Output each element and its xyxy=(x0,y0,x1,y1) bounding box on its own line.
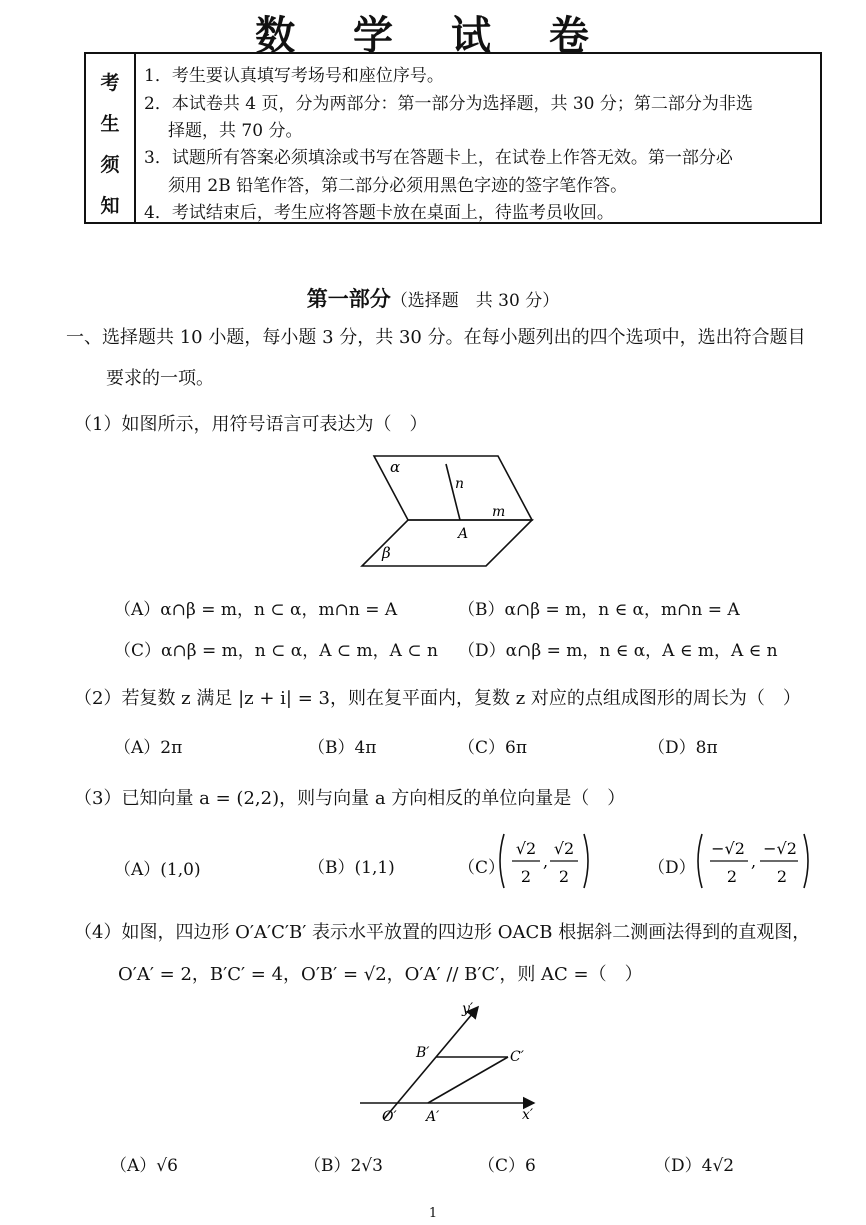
label-y: y′ xyxy=(462,1001,474,1017)
notice-line: 1．考生要认真填写考场号和座位序号。 xyxy=(144,66,444,86)
question-3-option-d-expression xyxy=(694,830,812,892)
question-4-figure xyxy=(356,995,546,1130)
page-number: 1 xyxy=(428,1206,438,1221)
notice-line: 2．本试卷共 4 页，分为两部分：第一部分为选择题，共 30 分；第二部分为非选 xyxy=(144,94,753,114)
label-C: C′ xyxy=(510,1049,524,1065)
frac-numerator: √2 xyxy=(515,839,537,858)
frac-denominator: 2 xyxy=(558,867,570,886)
section-title-main: 第一部分 xyxy=(306,286,391,311)
notice-box xyxy=(84,52,822,224)
line-n xyxy=(446,464,460,520)
question-4-option-d: （D）4√2 xyxy=(654,1156,735,1176)
question-4-option-c: （C）6 xyxy=(478,1156,536,1176)
notice-heading-char: 须 xyxy=(100,154,120,176)
notice-line: 须用 2B 铅笔作答，第二部分必须用黑色字迹的签字笔作答。 xyxy=(168,176,628,196)
label-alpha: α xyxy=(390,458,401,476)
frac-numerator: √2 xyxy=(553,839,575,858)
question-3-option-c-expression xyxy=(496,830,592,892)
question-3-option-a: （A）(1,0) xyxy=(114,860,201,880)
notice-line: 4．考试结束后，考生应将答题卡放在桌面上，待监考员收回。 xyxy=(144,203,614,223)
right-paren xyxy=(584,834,588,888)
exam-title: 数 学 试 卷 xyxy=(255,12,611,59)
y-axis xyxy=(384,1007,478,1119)
frac-denominator: 2 xyxy=(520,867,532,886)
frac-denominator: 2 xyxy=(776,867,788,886)
question-4-condition: O′A′ = 2，B′C′ = 4，O′B′ = √2，O′A′ // B′C′，则 AC =（ ） xyxy=(118,964,643,985)
section-title xyxy=(0,283,866,313)
right-paren xyxy=(804,834,808,888)
left-paren xyxy=(500,834,504,888)
question-2-option-d: （D）8π xyxy=(648,738,718,758)
notice-heading-char: 生 xyxy=(100,113,120,135)
question-2-option-a: （A）2π xyxy=(114,738,183,758)
question-1-option-b: （B）α∩β = m，n ∈ α，m∩n = A xyxy=(458,600,740,620)
label-A: A xyxy=(458,526,469,542)
section-subtitle: （选择题 共 30 分） xyxy=(390,291,560,311)
question-2-option-b: （B）4π xyxy=(308,738,377,758)
question-4-option-b: （B）2√3 xyxy=(304,1156,383,1176)
label-n: n xyxy=(455,476,465,492)
frac-numerator: −√2 xyxy=(711,839,745,858)
question-1-stem: （1）如图所示，用符号语言可表达为（ ） xyxy=(74,414,428,435)
label-x: x′ xyxy=(522,1107,534,1123)
label-beta: β xyxy=(382,544,391,562)
segment-A-C xyxy=(428,1057,508,1103)
question-3-option-c-label: （C） xyxy=(458,858,506,878)
instructions-line: 一、选择题共 10 小题，每小题 3 分，共 30 分。在每小题列出的四个选项中，选出符合题目 xyxy=(66,327,806,348)
question-3-option-b: （B）(1,1) xyxy=(308,858,395,878)
comma: , xyxy=(543,852,549,871)
instructions-line: 要求的一项。 xyxy=(106,368,214,389)
label-O: O′ xyxy=(382,1109,397,1125)
notice-line: 3．试题所有答案必须填涂或书写在答题卡上，在试卷上作答无效。第一部分必 xyxy=(144,148,733,168)
question-1-figure xyxy=(350,448,540,573)
label-m: m xyxy=(492,504,506,520)
question-4-stem: （4）如图，四边形 O′A′C′B′ 表示水平放置的四边形 OACB 根据斜二测画法得到的直观图， xyxy=(74,922,811,943)
question-1-option-d: （D）α∩β = m，n ∈ α，A ∈ m，A ∈ n xyxy=(458,641,778,661)
left-paren xyxy=(698,834,702,888)
question-1-option-c: （C）α∩β = m，n ⊂ α，A ⊂ m，A ⊂ n xyxy=(114,641,438,661)
frac-numerator: −√2 xyxy=(763,839,797,858)
label-B: B′ xyxy=(416,1045,430,1061)
question-2-stem: （2）若复数 z 满足 |z + i| = 3，则在复平面内，复数 z 对应的点组成图形的周长为（ ） xyxy=(74,688,801,709)
notice-heading-char: 考 xyxy=(100,72,120,94)
question-3-stem: （3）已知向量 a = (2,2)，则与向量 a 方向相反的单位向量是（ ） xyxy=(74,788,626,809)
notice-heading xyxy=(86,54,136,222)
question-4-option-a: （A）√6 xyxy=(110,1156,178,1176)
label-A: A′ xyxy=(426,1109,440,1125)
question-2-option-c: （C）6π xyxy=(458,738,527,758)
question-3-option-d-label: （D） xyxy=(648,858,696,878)
frac-denominator: 2 xyxy=(726,867,738,886)
comma: , xyxy=(751,852,757,871)
question-1-option-a: （A）α∩β = m，n ⊂ α，m∩n = A xyxy=(114,600,398,620)
notice-heading-char: 知 xyxy=(100,195,120,217)
notice-line: 择题，共 70 分。 xyxy=(168,121,303,141)
